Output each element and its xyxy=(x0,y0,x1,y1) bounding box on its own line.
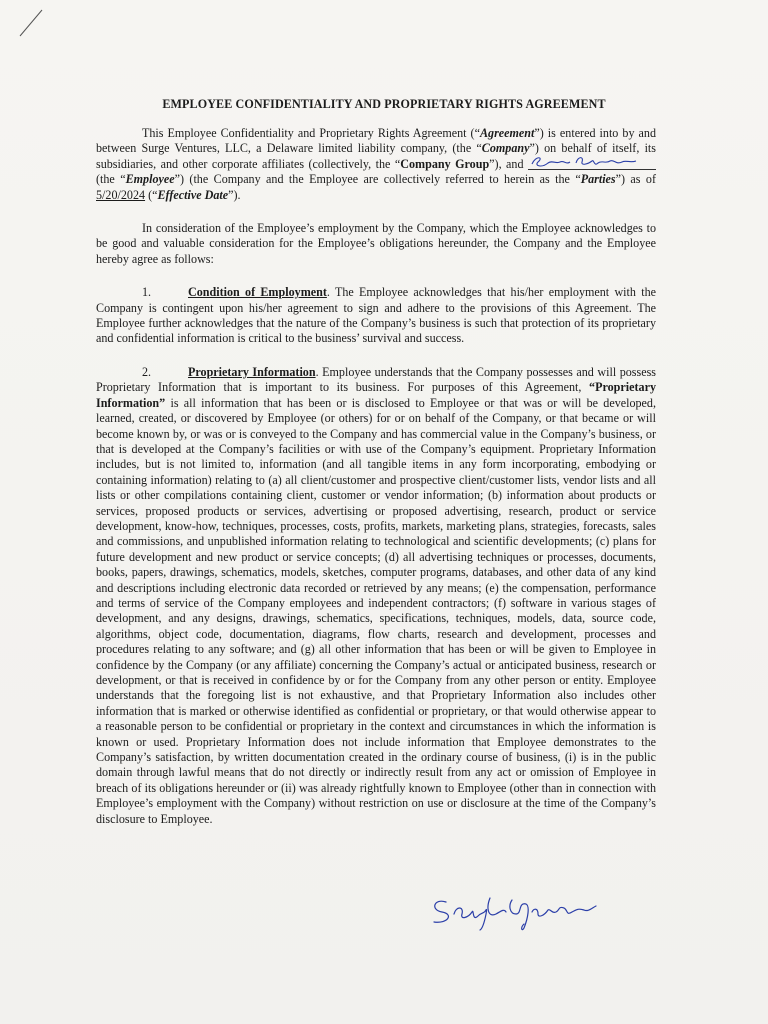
term-employee: Employee xyxy=(125,172,175,187)
section-2-heading: Proprietary Information xyxy=(188,364,316,379)
section-1 xyxy=(96,285,656,347)
section-1-heading: Condition of Employment xyxy=(188,285,327,300)
handwritten-employee-name xyxy=(528,151,656,171)
term-agreement: Agreement xyxy=(479,126,535,140)
section-2-number: 2. xyxy=(142,364,152,379)
term-company-group: Company Group xyxy=(400,156,490,171)
handwritten-signature xyxy=(426,884,606,934)
intro-paragraph: This Employee Confidentiality and Proprietary Rights Agreement (“Agreement”) is entered into by and between Surge Ventures, LLC, a Delaware limited liability company, (the “Company”) on behalf of itself, its subsidiaries, and other corporate affiliates (collectively, the “Company Group”), and (the “Employee”) (the Company and the Employee are collectively referred to herein as the “Parties”) as of 5/20/2024 (“Effective Date”). xyxy=(96,126,657,202)
section-2: 2. Proprietary Information. Employee understands that the Company possesses and will possess Proprietary Information that is important to its business. For purposes of this Agreement, “Proprietary Information” is all information that has been or is disclosed to Employee or that was or will be developed, learned, created, or discovered by Employee (or others) for or on behalf of the Company, or that became or will become known by, or was or is conveyed to the Company and has commercial value in the Company’s business, or that is developed at the Company’s facilities or with use of the Company’s equipment. Proprietary Information includes, but is not limited to, information (and all tangible items in any form incorporating, embodying or containing information) relating to (a) all client/customer and prospective client/customer lists, vendor lists and all lists or other compilations containing client, customer or vendor information; (b) information about products or services, proposed products or services, advertising or proposed advertising, research, product or service development, know-how, techniques, processes, costs, profits, markets, marketing plans, strategies, forecasts, sales and commissions, and unpublished information relating to technological and scientific developments; (c) plans for future development and new product or service concepts; (d) all advertising techniques or processes, documents, books, papers, drawings, schematics, models, sketches, computer programs, databases, and other data of any kind and descriptions including electronic data recorded or retrieved by any means; (e) the compensation, performance and terms of service of the Company employees and independent contractors; (f) software in various stages of development, and any designs, drawings, schematics, specifications, techniques, models, data, source code, algorithms, object code, documentation, diagrams, flow charts, research and development, processes and procedures relating to any software; and (g) all other information that has been or will be given to Employee in confidence by the Company (or any affiliate) concerning the Company’s actual or anticipated business, research or development, or that is received in confidence by or for the Company from any other person or entity. Employee understands that the foregoing list is not exhaustive, and that Proprietary Information also includes other information that is marked or otherwise identified as confidential or proprietary, or that would otherwise appear to a reasonable person to be confidential or proprietary in the context and circumstances in which the information is known or used. Proprietary Information does not include information that Employee demonstrates to the Company’s satisfaction, by written documentation created in the ordinary course of business, (i) is in the public domain through lawful means that do not directly or indirectly result from any act or omission of Employee in breach of its obligations hereunder or (ii) was already rightfully known to Employee (other than in connection with Employee’s employment with the Company) without restriction on use or disclosure at the time of the Company’s disclosure to Employee. xyxy=(96,364,656,826)
document-title: EMPLOYEE CONFIDENTIALITY AND PROPRIETARY RIGHTS AGREEMENT xyxy=(162,97,606,111)
term-effective-date: Effective Date xyxy=(157,187,229,202)
section-1-text: . The Employee acknowledges that his/her employment with the Company is contingent upon his/her agreement to sign and adhere to the provisions of this Agreement. The Employee further acknowledges that the nature of the Company’s business is such that protection of its proprietary and confidential information is critical to the business’ survival and success. xyxy=(96,285,656,346)
effective-date-value: 5/20/2024 xyxy=(96,187,146,202)
term-parties: Parties xyxy=(580,172,616,187)
section-1-number: 1. xyxy=(142,285,152,300)
term-proprietary-information: “Proprietary Information” xyxy=(96,380,656,410)
pen-stroke-mark xyxy=(18,8,44,38)
section-2-text: is all information that has been or is disclosed to Employee or that was or will be developed, learned, created, or discovered by Employee (or others) for or on behalf of the Company, or that became or will become known by, or was or is conveyed to the Company and has commercial value in the Company’s business, or that is developed at the Company’s facilities or with use of the Company’s equipment. Proprietary Information includes, but is not limited to, information (and all tangible items in any form incorporating, embodying or containing information) relating to (a) all client/customer and prospective client/customer lists, vendor lists and all lists or other compilations containing client, customer or vendor information; (b) information about products or services, proposed products or services, advertising or proposed advertising, research, product or service development, know-how, techniques, processes, costs, profits, markets, marketing plans, strategies, forecasts, sales and commissions, and unpublished information relating to technological and scientific developments; (c) plans for future development and new product or service concepts; (d) all advertising techniques or processes, documents, books, papers, drawings, schematics, models, sketches, computer programs, databases, and other data of any kind and descriptions including electronic data recorded or retrieved by any means; (e) the compensation, performance and terms of service of the Company employees and independent contractors; (f) software in various stages of development, and any designs, drawings, schematics, specifications, techniques, models, data, source code, algorithms, object code, documentation, diagrams, flow charts, research and development, processes and procedures relating to any software; and (g) all other information that has been or will be given to Employee in confidence by the Company (or any affiliate) concerning the Company’s actual or anticipated business, research or development, or that is received in confidence by or for the Company from any other person or entity. Employee understands that the foregoing list is not exhaustive, and that Proprietary Information also includes other information that is marked or otherwise identified as confidential or proprietary, or that would otherwise appear to a reasonable person to be confidential or proprietary in the context and circumstances in which the information is known or used. Proprietary Information does not include information that Employee demonstrates to the Company’s satisfaction, by written documentation created in the ordinary course of business, (i) is in the public domain through lawful means that do not directly or indirectly result from any act or omission of Employee in breach of its obligations hereunder or (ii) was already rightfully known to Employee (other than in connection with Employee’s employment with the Company) without restriction on use or disclosure at the time of the Company’s disclosure to Employee. xyxy=(96,395,656,826)
document-body xyxy=(96,126,656,845)
employee-name-field xyxy=(528,157,656,170)
consideration-paragraph: In consideration of the Employee’s employment by the Company, which the Employee acknowledges to be good and valuable consideration for the Employee’s obligations hereunder, the Company and the Employee hereby agree as follows: xyxy=(96,221,656,266)
term-company: Company xyxy=(481,141,530,156)
